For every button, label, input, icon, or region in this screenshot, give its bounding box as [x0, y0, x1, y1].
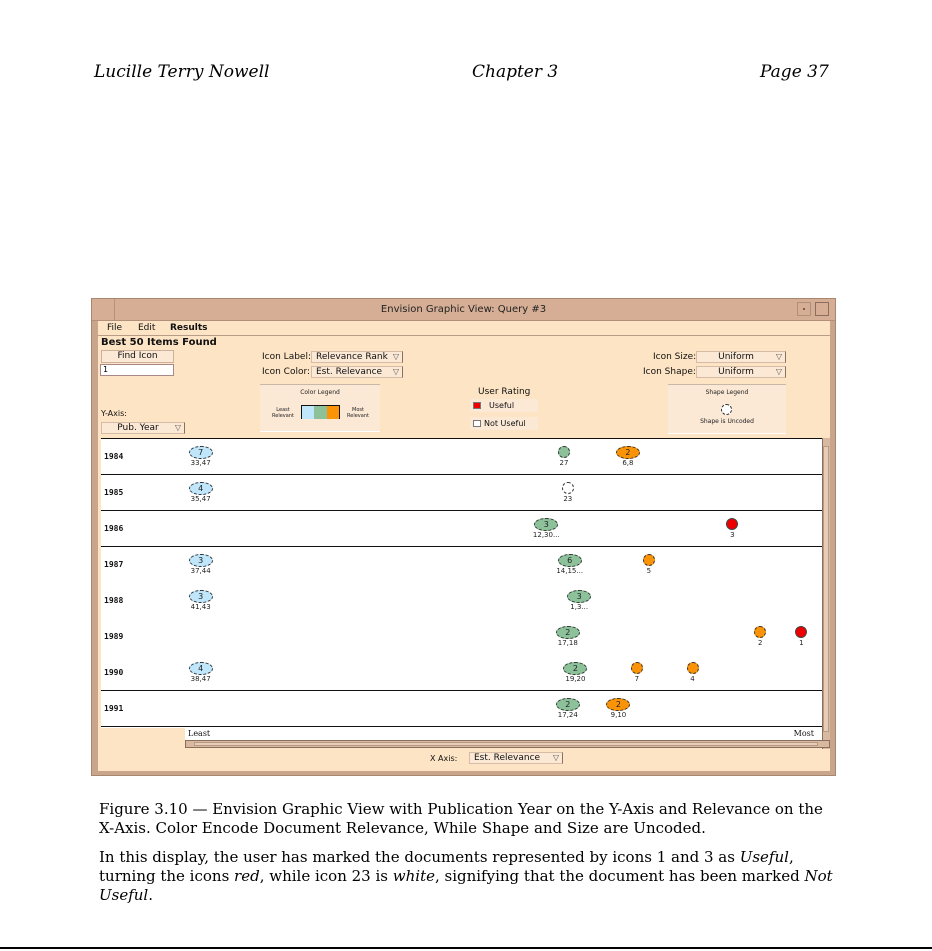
chevron-down-icon: ▽ [392, 367, 399, 376]
icon-shape-dropdown[interactable] [696, 366, 786, 378]
plot-row-1987 [101, 547, 822, 583]
document-icon-label: 27 [559, 459, 569, 467]
rating-useful-option[interactable] [470, 399, 538, 412]
document-icon-label: 4 [690, 675, 695, 683]
icon-label-dropdown[interactable] [311, 351, 403, 363]
document-icon[interactable]: 2 [556, 626, 580, 639]
plot-row-1990 [101, 655, 822, 691]
icon-color-dropdown[interactable] [311, 366, 403, 378]
caption-text: , while icon 23 is [259, 867, 393, 885]
year-label: 1990 [104, 668, 124, 677]
y-axis-label: Y-Axis: [101, 409, 127, 418]
document-icon[interactable] [631, 662, 643, 674]
x-axis-least-label: Least [188, 729, 211, 738]
title-bar[interactable] [92, 299, 835, 321]
document-icon[interactable] [562, 482, 574, 494]
icon-size-label: Icon Size: [653, 352, 697, 362]
caption-emphasis-red: red [234, 867, 260, 885]
document-icon[interactable]: 3 [567, 590, 591, 603]
envision-window [91, 298, 836, 776]
document-icon-label: 9,10 [610, 711, 627, 719]
horizontal-scrollbar-thumb[interactable] [194, 742, 818, 746]
document-icon[interactable] [754, 626, 766, 638]
document-icon-label: 6,8 [622, 459, 634, 467]
caption-emphasis-white: white [392, 867, 435, 885]
x-axis-label: X Axis: [430, 754, 458, 763]
chevron-down-icon: ▽ [174, 423, 181, 432]
year-label: 1988 [104, 596, 124, 605]
document-icon-label: 23 [563, 495, 573, 503]
plot-row-1985 [101, 475, 822, 511]
shape-legend [668, 384, 786, 434]
document-icon-label: 1,3... [570, 603, 589, 611]
minimize-button[interactable] [797, 302, 811, 316]
document-icon[interactable]: 2 [563, 662, 587, 675]
color-swatch-most [327, 406, 339, 419]
document-icon[interactable] [795, 626, 807, 638]
icon-shape-value: Uniform [718, 367, 754, 377]
year-label: 1991 [104, 704, 124, 713]
document-icon[interactable]: 6 [558, 554, 582, 567]
rating-not-useful-label: Not Useful [484, 419, 526, 428]
rating-useful-label: Useful [489, 401, 515, 410]
chevron-down-icon: ▽ [392, 352, 399, 361]
chevron-down-icon: ▽ [775, 367, 782, 376]
document-icon-label: 14,15... [556, 567, 584, 575]
year-label: 1984 [104, 452, 124, 461]
document-icon-label: 17,18 [557, 639, 578, 647]
document-icon[interactable]: 3 [534, 518, 558, 531]
plot-row-1984 [101, 439, 822, 475]
document-icon-label: 1 [799, 639, 804, 647]
document-icon-label: 41,43 [190, 603, 211, 611]
year-label: 1989 [104, 632, 124, 641]
items-found-text: Best 50 Items Found [101, 337, 217, 348]
chevron-down-icon: ▽ [775, 352, 782, 361]
shape-legend-title: Shape Legend [705, 389, 749, 396]
document-icon-label: 37,44 [190, 567, 211, 575]
header-author: Lucille Terry Nowell [94, 62, 270, 82]
document-icon[interactable]: 4 [189, 482, 213, 495]
color-swatch-mid [314, 406, 326, 419]
document-icon-label: 7 [634, 675, 640, 683]
color-swatch-least [302, 406, 314, 419]
figure-caption: Figure 3.10 — Envision Graphic View with Publication Year on the Y-Axis and Relevance on the X-Axis. Color Encode Document Relevance, While Shape and Size are Uncoded. [99, 800, 823, 837]
document-icon-label: 12,30... [532, 531, 560, 539]
menu-edit[interactable]: Edit [138, 323, 156, 333]
caption-body [99, 848, 839, 905]
x-axis-most-label: Most [793, 729, 814, 738]
caption-text: , turning the icons [99, 848, 794, 885]
caption-text: . [148, 886, 154, 904]
icon-size-value: Uniform [718, 352, 754, 362]
y-axis-value: Pub. Year [117, 423, 159, 433]
document-icon[interactable] [726, 518, 738, 530]
document-icon[interactable] [643, 554, 655, 566]
document-icon-label: 3 [730, 531, 735, 539]
plot-row-1991 [101, 691, 822, 727]
document-icon[interactable]: 3 [189, 590, 213, 603]
plot-row-1988 [101, 583, 822, 619]
document-icon[interactable] [687, 662, 699, 674]
header-chapter: Chapter 3 [472, 62, 559, 82]
find-icon-input[interactable]: 1 [100, 364, 174, 376]
shape-legend-caption: Shape is Uncoded [700, 418, 754, 425]
document-icon[interactable]: 2 [556, 698, 580, 711]
icon-shape-label: Icon Shape: [643, 367, 696, 377]
document-icon-label: 19,20 [565, 675, 586, 683]
user-rating-title: User Rating [478, 387, 531, 397]
maximize-button[interactable] [815, 302, 829, 316]
caption-text: In this display, the user has marked the documents represented by icons 1 and 3 as [99, 848, 740, 866]
x-axis-dropdown[interactable] [469, 752, 563, 764]
circle-shape-icon [721, 404, 732, 415]
page-bottom-rule [0, 947, 932, 949]
vertical-scrollbar[interactable] [822, 438, 830, 749]
document-icon[interactable]: 2 [606, 698, 630, 711]
plot-row-1989 [101, 619, 822, 655]
document-icon[interactable] [558, 446, 570, 458]
caption-emphasis-not-useful: Not Useful [99, 867, 833, 904]
caption-emphasis-useful: Useful [739, 848, 789, 866]
useful-color-swatch [473, 402, 481, 409]
document-icon[interactable]: 4 [189, 662, 213, 675]
document-icon[interactable]: 3 [189, 554, 213, 567]
color-legend-title: Color Legend [300, 389, 340, 396]
color-legend-least: Least Relevant [272, 407, 294, 419]
document-icon[interactable]: 2 [616, 446, 640, 459]
window-title: Envision Graphic View: Query #3 [380, 304, 547, 315]
document-icon[interactable]: 7 [189, 446, 213, 459]
menu-results[interactable]: Results [170, 323, 208, 333]
color-legend-bar [301, 405, 340, 419]
document-icon-label: 5 [646, 567, 652, 575]
color-legend [260, 384, 380, 432]
document-icon-label: 35,47 [190, 495, 211, 503]
header-page-number: Page 37 [760, 62, 829, 82]
color-legend-most: Most Relevant [347, 407, 369, 419]
x-axis-value: Est. Relevance [474, 753, 541, 763]
document-icon-label: 17,24 [557, 711, 578, 719]
year-label: 1985 [104, 488, 124, 497]
icon-color-label: Icon Color: [262, 367, 311, 377]
document-icon-label: 33,47 [190, 459, 211, 467]
icon-label-label: Icon Label: [262, 352, 311, 362]
document-icon-label: 2 [757, 639, 763, 647]
y-axis-dropdown[interactable] [101, 422, 185, 434]
not-useful-color-swatch [473, 420, 481, 427]
icon-label-value: Relevance Rank [316, 352, 388, 362]
year-label: 1986 [104, 524, 124, 533]
icon-color-value: Est. Relevance [316, 367, 383, 377]
caption-text: , signifying that the document has been marked [434, 867, 805, 885]
menu-bar [98, 321, 830, 336]
find-icon-button[interactable]: Find Icon [101, 350, 174, 363]
chevron-down-icon: ▽ [552, 753, 559, 762]
x-axis-strip [185, 727, 822, 740]
window-client-area [98, 321, 830, 771]
icon-size-dropdown[interactable] [696, 351, 786, 363]
horizontal-scrollbar[interactable] [185, 740, 830, 748]
document-icon-label: 38,47 [190, 675, 211, 683]
rating-not-useful-option[interactable] [470, 417, 538, 430]
plot-row-1986 [101, 511, 822, 547]
year-label: 1987 [104, 560, 124, 569]
menu-file[interactable]: File [107, 323, 123, 333]
scatter-plot-area [101, 438, 822, 728]
vertical-scrollbar-thumb[interactable] [823, 446, 829, 732]
